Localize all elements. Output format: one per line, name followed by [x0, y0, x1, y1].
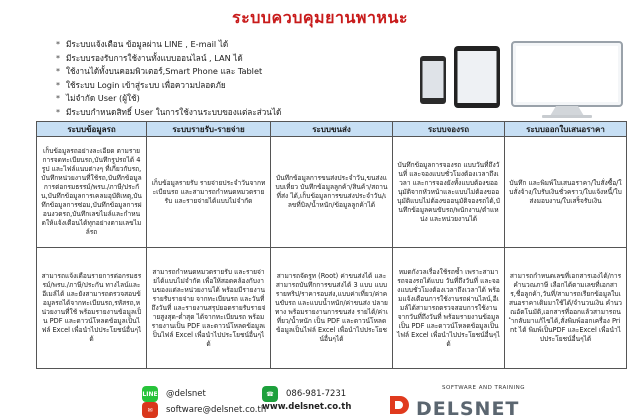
- feature-item: * ใช้ระบบ Login เข้าสู่ระบบ เพื่อความปลอดภัย: [56, 79, 386, 93]
- feature-item: * มีระบบแจ้งเตือน ข้อมูลผ่าน LINE , E-mail ได้: [56, 38, 386, 52]
- delsnet-logo-icon: [388, 394, 414, 416]
- table-header-row: [37, 122, 627, 137]
- devices-illustration: [410, 40, 630, 120]
- mail-icon: ✉: [142, 402, 158, 418]
- feature-item: * มีระบบรองรับการใช้งานทั้งแบบออนไลน์ , LAN ได้: [56, 52, 386, 66]
- line-contact[interactable]: [142, 386, 206, 402]
- monitor-icon: [512, 42, 622, 118]
- table-cell: สามารถแจ้งเตือนรายการต่อกรมธรรม์/พรบ./ภาษี/ประกัน ทางไลน์และอีเมล์ได้ และยังสามารถตรวจสอบข้อมูลรถได้จากทะเบียนรถ,รหัสรถ,หน่วยงานที่ใช้ พร้อมรายงานข้อมูลเป็น PDF และดาวน์โหลดข้อมูลเป็นไฟล์ Excel เพื่อนำไปประโยชน์อื่นๆได้: [37, 248, 147, 369]
- bullet-icon: *: [56, 107, 60, 117]
- header-booking: ระบบจองรถ: [393, 122, 505, 137]
- table-cell: สามารถกำหนดหมวดรายรับ และรายจ่ายได้แบบไม่จำกัด เพื่อให้สอดคล้องกับงานของแต่ละหน่วยงานได้ พร้อมมีรายงานรายรับรายจ่าย จากทะเบียนรถ และวันที่ถึงวันที่ และรายงานสรุปยอดรายรับรายจ่ายสูงสุด-ต่ำสุด ได้จากทะเบียนรถ พร้อมรายงานเป็น PDF และดาวน์โหลดข้อมูลเป็นไฟล์ Excel เพื่อนำไปประโยชน์อื่นๆได้: [147, 248, 271, 369]
- feature-item: * ไม่จำกัด User (ผู้ใช้): [56, 92, 386, 106]
- header-quotation: ระบบออกใบเสนอราคา: [505, 122, 627, 137]
- brand-name: DELSNET: [416, 398, 520, 420]
- table-cell: บันทึกข้อมูลการขนส่งประจำวัน,ขนส่งแบบเที่ยว บันทึกข้อมูลลูกค้า/สินค้า/สถานที่ส่ง ได้,เก็บข้อมูลการขนส่งประจำวัน/เลขที่บิล/น้ำหนัก/ข้อมูลลูกค้าได้: [271, 137, 393, 248]
- table-cell: หมดกังวลเรื่องใช้รถซ้ำ เพราะสามารถจองรถได้แบบ วันที่ถึงวันที่ และจองแบบชั่วโมงต้องเวลาถึงเวลาได้ พร้อมแจ้งเตือนการใช้งานรถผ่านไลน์,อีเมล์ได้สามารถตรวจสอบการใช้งาน จากวันที่ถึงวันที่ พร้อมรายงานข้อมูลเป็น PDF และดาวน์โหลดข้อมูลเป็นไฟล์ Excel เพื่อนำไปประโยชน์อื่นๆได้: [393, 248, 505, 369]
- table-row: [37, 248, 627, 369]
- table-cell: สามารถจัดรูท (Root) ค่าขนส่งได้ และสามารถบันทึกการขนส่งได้ 3 แบบ แบบรายทริป/ราคารอบส่ง,แบบค่าเที่ยว/ค่าคนขับรถ และแบบน้ำหนัก/ค่าขนส่ง ปลายทาง พร้อมรายงานการขนส่ง รายได้/ค่าเที่ยว/น้ำหนัก เป็น PDF และดาวน์โหลดข้อมูลเป็นไฟล์ Excel เพื่อนำไปประโยชน์อื่นๆได้: [271, 248, 393, 369]
- bullet-icon: *: [56, 40, 60, 49]
- feature-item: * มีระบบกำหนดสิทธิ์ User ในการใช้งานระบบของแต่ละส่วนได้: [56, 106, 386, 120]
- feature-item: * ใช้งานได้ทั้งบนคอมพิวเตอร์,Smart Phone และ Tablet: [56, 65, 386, 79]
- table-cell: เก็บข้อมูลรถอย่างละเอียด ตามรายการจดทะเบียนรถ,บันทึกรูปรถได้ 4รูป และไฟล์แนบต่างๆ ที่เกี่ยวกับรถ, บันทึกหน่วยงานที่ใช้รถ,บันทึกข้อมูลการต่อกรมธรรม์/พรบ./ภาษี/ประกัน,บันทึกข้อมูลการเคลมอุบัติเหตุ,บันทึกข้อมูลการซ่อม,บันทึกข้อมูลการผ่อนงวดรถ,บันทึกเลขไมล์และกำหนดให้แจ้งเตือนได้ทุกอย่างตามเลขไมล์รถ: [37, 137, 147, 248]
- bullet-icon: *: [56, 80, 60, 90]
- email-contact[interactable]: [142, 402, 266, 418]
- table-cell: สามารถกำหนดเลขที่เอกสารเองได้/การคำนวณภาษี เลือกได้ตามเลขที่เอกสาร,ชื่อลูกค้า,วันที่/สามารถเรียกข้อมูลใบเสนอราคาเดิมมาใช้ได้/จำนวนเงิน คำนวณอัตโนมัติ,เอกสารที่ออกแล้วสามารถนำกลับมาแก้ไขได้,สั่งพิมพ์ออกเครื่อง Print ได้ พิมพ์เป็นPDF และExcel เพื่อนำไปประโยชน์อื่นๆได้: [505, 248, 627, 369]
- table-cell: บันทึกข้อมูลการจองรถ แบบวันที่ถึงวันที่ และจองแบบชั่วโมงต้องเวลาถึงเวลา และการจองยังทั้งแบบต้องขออนุมัติจากหัวหน้าและแบบไม่ต้องขออนุมัติแบบไม่ต้องขออนุมัติจองรถได้,บันทึกข้อมูลคนขับรถ/พนักงาน/ตำแหน่ง และหน่วยงานได้: [393, 137, 505, 248]
- line-icon: LINE: [142, 386, 158, 402]
- header-income-expense: ระบบรายรับ-รายจ่าย: [147, 122, 271, 137]
- line-id: @delsnet: [166, 389, 206, 399]
- phone-number: 086-981-7231: [286, 389, 347, 399]
- feature-list: [56, 38, 386, 120]
- header-transport: ระบบขนส่ง: [271, 122, 393, 137]
- email-address: software@delsnet.co.th: [166, 405, 267, 415]
- page-title: ระบบควบคุมยานพาหนะ: [232, 8, 408, 27]
- tablet-icon: [454, 46, 500, 108]
- brand-logo: [388, 385, 588, 420]
- website-link[interactable]: www.delsnet.co.th: [262, 402, 352, 412]
- phone-contact[interactable]: [262, 386, 346, 402]
- table-cell: บันทึก และพิมพ์ใบเสนอราคา/ใบสั่งซื้อ/ใบสั่งจ้าง/ใบรับเงินชั่วคราว/ใบแจ้งหนี้/ใบส่งมอบงาน/ใบเสร็จรับเงิน: [505, 137, 627, 248]
- phone-icon: ☎: [262, 386, 278, 402]
- bullet-icon: *: [56, 94, 60, 104]
- feature-table: [36, 121, 627, 369]
- smartphone-icon: [420, 56, 446, 104]
- table-cell: เก็บข้อมูลรายรับ รายจ่ายประจำวันจากทะเบียนรถ และสามารถกำหนดหมวดรายรับ และรายจ่ายได้แบบไม่จำกัด: [147, 137, 271, 248]
- table-row: [37, 137, 627, 248]
- bullet-icon: *: [56, 53, 60, 63]
- header-vehicle-data: ระบบข้อมูลรถ: [37, 122, 147, 137]
- bullet-icon: *: [56, 67, 60, 77]
- brand-tagline: SOFTWARE AND TRAINING: [442, 385, 526, 391]
